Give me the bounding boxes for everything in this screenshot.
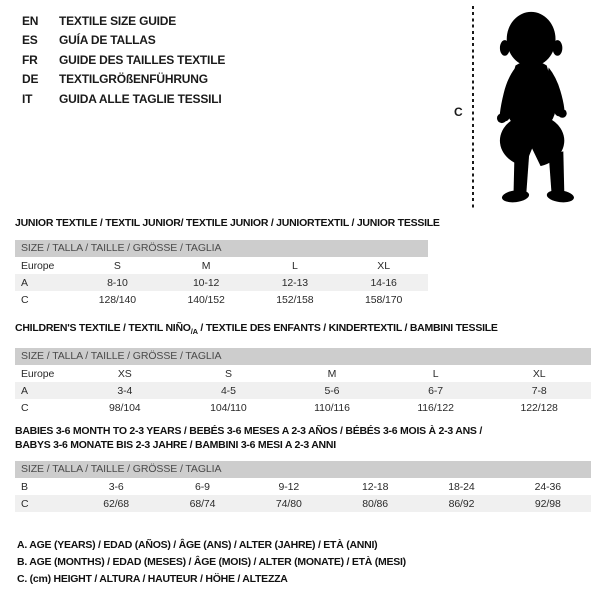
size-value-cell: 14-16 [370,276,397,289]
row-label: C [21,497,29,510]
legend-notes [17,537,406,589]
size-value-cell: 80/86 [362,497,389,510]
row-label: C [21,401,29,414]
size-header-bar: SIZE / TALLA / TAILLE / GRÖSSE / TAGLIA [15,348,591,365]
toddler-silhouette-icon [480,7,592,207]
size-value-cell: 98/104 [109,401,141,414]
guide-title: GUIDE DES TAILLES TEXTILE [59,52,226,67]
size-value-cell: M [201,259,211,272]
size-value-cell: 12-18 [361,480,389,493]
language-code: IT [22,91,33,106]
row-label: C [21,293,29,306]
size-value-cell: 3-6 [108,480,124,493]
size-value-cell: XS [117,367,132,380]
guide-title: TEXTILGRÖßENFÜHRUNG [59,72,208,87]
size-value-cell: 62/68 [103,497,130,510]
size-value-cell: 110/116 [314,401,350,414]
size-table-row [15,382,591,399]
legend-note-line: A. AGE (YEARS) / EDAD (AÑOS) / ÂGE (ANS) / ALTER (JAHRE) / ETÀ (ANNI) [17,539,378,551]
size-value-cell: 8-10 [107,276,128,289]
size-table-row [15,274,428,291]
size-value-cell: 3-4 [117,384,133,397]
children-table-title [15,321,498,339]
size-table-row [15,291,428,308]
table-title-text: BABYS 3-6 MONATE BIS 2-3 JAHRE / BAMBINI 3-6 MESI A 2-3 ANNI [15,439,336,451]
size-value-cell: 128/140 [98,293,136,306]
table-title-text: / TEXTILE DES ENFANTS / KINDERTEXTIL / BAMBINI TESSILE [197,322,498,334]
size-value-cell: XL [377,259,390,272]
junior-table-title [15,216,440,230]
guide-title: GUÍA DE TALLAS [59,33,156,48]
row-label: Europe [21,259,55,272]
language-row [22,31,225,50]
language-code: ES [22,33,38,48]
size-value-cell: 152/158 [276,293,314,306]
table-title-text: BABIES 3-6 MONTH TO 2-3 YEARS / BEBÉS 3-6 MESES A 2-3 AÑOS / BÉBÉS 3-6 MOIS À 2-3 ANS / [15,425,483,437]
row-label: B [21,480,28,493]
babies-table-title [15,424,482,452]
size-value-cell: 116/122 [417,401,454,414]
size-value-cell: 74/80 [275,497,302,510]
size-table-row [15,495,591,512]
guide-title: TEXTILE SIZE GUIDE [59,14,177,28]
size-value-cell: 9-12 [278,480,300,493]
children-size-table [15,348,591,416]
language-code: FR [22,52,38,67]
size-value-cell: 86/92 [448,497,475,510]
table-title-text: CHILDREN'S TEXTILE / TEXTIL NIÑO [15,322,191,334]
table-title-text: JUNIOR TEXTILE / TEXTIL JUNIOR/ TEXTILE JUNIOR / JUNIORTEXTIL / JUNIOR TESSILE [15,217,440,229]
guide-title: GUIDA ALLE TAGLIE TESSILI [59,91,222,106]
size-value-cell: S [224,367,232,380]
height-measure-label: C [454,105,463,119]
size-value-cell: 68/74 [189,497,216,510]
size-value-cell: L [432,367,439,380]
size-table-row [15,399,591,416]
size-value-cell: L [292,259,298,272]
row-label: A [21,276,28,289]
size-value-cell: 12-13 [281,276,309,289]
size-value-cell: 140/152 [187,293,225,306]
size-value-cell: 122/128 [520,401,558,414]
size-value-cell: M [327,367,337,380]
size-header-bar: SIZE / TALLA / TAILLE / GRÖSSE / TAGLIA [15,461,591,478]
size-value-cell: 6-7 [428,384,444,397]
size-table-row [15,257,428,274]
babies-size-table [15,461,591,512]
language-title-list [22,12,225,109]
junior-size-table [15,240,428,308]
language-row [22,51,225,70]
size-table-row [15,365,591,382]
language-row [22,12,225,31]
size-value-cell: 7-8 [531,384,547,397]
size-value-cell: 5-6 [324,384,340,397]
size-value-cell: 24-36 [534,480,561,493]
table-title-text: /A [190,327,198,337]
size-value-cell: 92/98 [534,497,561,510]
size-value-cell: XL [532,367,546,380]
language-row [22,90,225,109]
legend-note-line: C. (cm) HEIGHT / ALTURA / HAUTEUR / HÖHE / ALTEZZA [17,573,288,586]
size-value-cell: 158/170 [364,293,403,306]
height-measure-dotted-line [472,6,474,208]
legend-note-line: B. AGE (MONTHS) / EDAD (MESES) / ÂGE (MOIS) / ALTER (MONATE) / ETÀ (MESI) [17,556,406,569]
row-label: A [21,384,28,397]
language-code: EN [22,14,39,28]
size-value-cell: S [113,259,121,272]
language-row [22,70,225,89]
size-table-row [15,478,591,495]
size-value-cell: 104/110 [210,401,247,414]
size-header-bar: SIZE / TALLA / TAILLE / GRÖSSE / TAGLIA [15,240,428,257]
row-label: Europe [21,367,55,380]
size-value-cell: 18-24 [448,480,475,493]
size-value-cell: 10-12 [192,276,220,289]
size-value-cell: 6-9 [195,480,210,493]
size-value-cell: 4-5 [220,384,236,397]
language-code: DE [22,72,39,87]
